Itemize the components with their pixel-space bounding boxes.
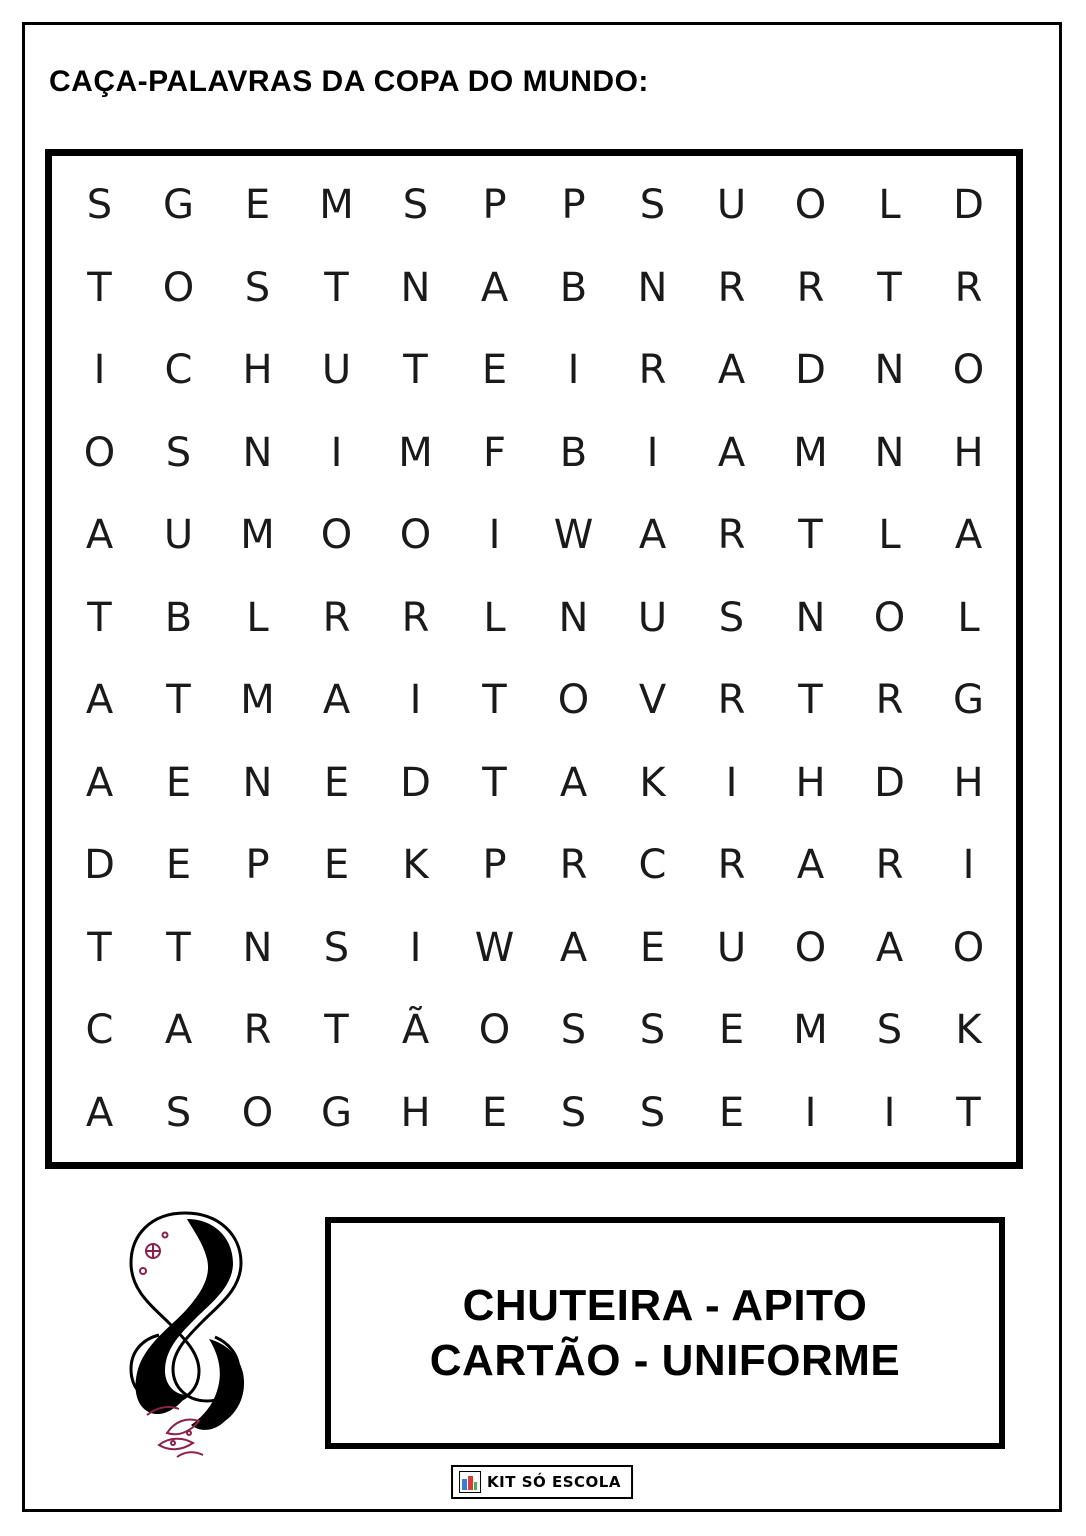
grid-letter[interactable]: S	[165, 1089, 192, 1136]
grid-letter[interactable]: M	[398, 429, 433, 476]
grid-letter[interactable]: O	[320, 512, 353, 559]
grid-letter[interactable]: L	[246, 594, 269, 641]
word-list-line-1: CHUTEIRA - APITO	[462, 1281, 868, 1330]
grid-letter[interactable]: H	[953, 759, 984, 806]
grid-letter[interactable]: T	[87, 264, 112, 311]
grid-letter[interactable]: R	[717, 264, 746, 311]
grid-letter[interactable]: T	[324, 1007, 349, 1054]
grid-letter[interactable]: G	[163, 182, 194, 229]
grid-letter[interactable]: A	[322, 677, 351, 724]
grid-letter[interactable]: I	[646, 429, 659, 476]
grid-letter[interactable]: H	[242, 347, 273, 394]
grid-letter[interactable]: R	[559, 842, 588, 889]
grid-letter[interactable]: A	[85, 1089, 114, 1136]
grid-letter[interactable]: N	[874, 429, 905, 476]
brand-logo-icon	[459, 1471, 481, 1493]
grid-letter[interactable]: R	[875, 677, 904, 724]
grid-letter[interactable]: N	[242, 429, 273, 476]
grid-letter[interactable]: L	[878, 182, 901, 229]
grid-letter[interactable]: R	[717, 677, 746, 724]
grid-letter[interactable]: B	[559, 264, 588, 311]
grid-letter[interactable]: A	[85, 677, 114, 724]
grid-letter[interactable]: A	[559, 924, 588, 971]
grid-letter[interactable]: S	[639, 1007, 666, 1054]
grid-letter[interactable]: H	[400, 1089, 431, 1136]
grid-letter[interactable]: U	[163, 512, 194, 559]
grid-letter[interactable]: S	[402, 182, 429, 229]
grid-letter[interactable]: R	[322, 594, 351, 641]
grid-letter[interactable]: E	[323, 759, 350, 806]
grid-letter[interactable]: W	[553, 512, 594, 559]
grid-letter[interactable]: A	[638, 512, 667, 559]
grid-letter[interactable]: T	[482, 759, 507, 806]
grid-letter[interactable]: O	[952, 924, 985, 971]
grid-letter[interactable]: T	[166, 677, 191, 724]
grid-letter[interactable]: B	[164, 594, 193, 641]
grid-letter[interactable]: A	[875, 924, 904, 971]
grid-letter[interactable]: R	[717, 842, 746, 889]
grid-letter[interactable]: R	[954, 264, 983, 311]
grid-letter[interactable]: S	[639, 182, 666, 229]
grid-letter[interactable]: C	[85, 1007, 114, 1054]
grid-letter[interactable]: T	[956, 1089, 981, 1136]
grid-letter[interactable]: R	[875, 842, 904, 889]
grid-letter[interactable]: A	[480, 264, 509, 311]
grid-letter[interactable]: G	[953, 677, 984, 724]
grid-letter[interactable]: H	[795, 759, 826, 806]
grid-letter[interactable]: F	[482, 429, 506, 476]
grid-letter[interactable]: N	[400, 264, 431, 311]
grid-letter[interactable]: S	[244, 264, 271, 311]
grid-letter[interactable]: K	[955, 1007, 982, 1054]
grid-letter[interactable]: R	[243, 1007, 272, 1054]
grid-letter[interactable]: N	[874, 347, 905, 394]
grid-letter[interactable]: E	[323, 842, 350, 889]
grid-letter[interactable]: A	[954, 512, 983, 559]
word-list-box	[325, 1217, 1005, 1449]
grid-letter[interactable]: P	[482, 842, 507, 889]
grid-letter[interactable]: A	[164, 1007, 193, 1054]
grid-letter[interactable]: I	[962, 842, 975, 889]
grid-letter[interactable]: O	[478, 1007, 511, 1054]
grid-letter[interactable]: C	[638, 842, 667, 889]
grid-letter[interactable]: A	[796, 842, 825, 889]
grid-letter[interactable]: P	[482, 182, 507, 229]
grid-letter[interactable]: O	[162, 264, 195, 311]
grid-letter[interactable]: I	[409, 677, 422, 724]
grid-letter[interactable]: E	[481, 347, 508, 394]
brand-footer	[451, 1465, 633, 1499]
grid-letter[interactable]: R	[638, 347, 667, 394]
grid-letter[interactable]: O	[83, 429, 116, 476]
grid-letter[interactable]: I	[883, 1089, 896, 1136]
grid-letter[interactable]: A	[559, 759, 588, 806]
grid-letter[interactable]: P	[245, 842, 270, 889]
grid-letter[interactable]: B	[559, 429, 588, 476]
grid-letter[interactable]: N	[242, 924, 273, 971]
grid-letter[interactable]: T	[798, 512, 823, 559]
grid-letter[interactable]: T	[798, 677, 823, 724]
grid-letter[interactable]: E	[718, 1007, 745, 1054]
grid-letter[interactable]: E	[639, 924, 666, 971]
grid-letter[interactable]: D	[953, 182, 984, 229]
grid-letter[interactable]: E	[244, 182, 271, 229]
grid-letter[interactable]: E	[481, 1089, 508, 1136]
grid-letter[interactable]: L	[878, 512, 901, 559]
grid-letter[interactable]: S	[165, 429, 192, 476]
grid-letter[interactable]: S	[560, 1089, 587, 1136]
grid-letter[interactable]: S	[639, 1089, 666, 1136]
grid-letter[interactable]: D	[84, 842, 115, 889]
grid-letter[interactable]: R	[796, 264, 825, 311]
grid-letter[interactable]: O	[952, 347, 985, 394]
grid-letter[interactable]: C	[164, 347, 193, 394]
word-search-grid[interactable]	[60, 164, 1008, 1154]
grid-letter[interactable]: O	[557, 677, 590, 724]
grid-letter[interactable]: M	[240, 512, 275, 559]
grid-letter[interactable]: S	[718, 594, 745, 641]
grid-letter[interactable]: M	[319, 182, 354, 229]
grid-letter[interactable]: U	[716, 924, 747, 971]
grid-letter[interactable]: D	[874, 759, 905, 806]
grid-letter[interactable]: A	[85, 759, 114, 806]
grid-letter[interactable]: K	[639, 759, 666, 806]
grid-letter[interactable]: N	[637, 264, 668, 311]
grid-letter[interactable]: E	[718, 1089, 745, 1136]
grid-letter[interactable]: L	[483, 594, 506, 641]
grid-letter[interactable]: A	[717, 347, 746, 394]
grid-letter[interactable]: S	[560, 1007, 587, 1054]
worksheet-page	[22, 22, 1062, 1512]
grid-letter[interactable]: R	[401, 594, 430, 641]
grid-letter[interactable]: O	[241, 1089, 274, 1136]
grid-letter[interactable]: I	[725, 759, 738, 806]
grid-letter[interactable]: T	[403, 347, 428, 394]
grid-letter[interactable]: I	[330, 429, 343, 476]
grid-letter[interactable]: L	[957, 594, 980, 641]
grid-letter[interactable]: M	[793, 1007, 828, 1054]
grid-letter[interactable]: O	[794, 924, 827, 971]
brand-name: KIT SÓ ESCOLA	[487, 1473, 621, 1491]
grid-letter[interactable]: S	[86, 182, 113, 229]
grid-letter[interactable]: U	[321, 347, 352, 394]
grid-letter[interactable]: O	[794, 182, 827, 229]
world-cup-emblem-icon	[107, 1205, 267, 1465]
grid-letter[interactable]: T	[87, 924, 112, 971]
grid-letter[interactable]: I	[488, 512, 501, 559]
grid-letter[interactable]: E	[165, 842, 192, 889]
grid-letter[interactable]: G	[321, 1089, 352, 1136]
grid-letter[interactable]: O	[873, 594, 906, 641]
grid-letter[interactable]: O	[399, 512, 432, 559]
grid-letter[interactable]: A	[85, 512, 114, 559]
grid-letter[interactable]: M	[793, 429, 828, 476]
grid-letter[interactable]: V	[638, 677, 667, 724]
grid-letter[interactable]: D	[795, 347, 826, 394]
grid-letter[interactable]: D	[400, 759, 431, 806]
grid-letter[interactable]: I	[567, 347, 580, 394]
grid-letter[interactable]: W	[474, 924, 515, 971]
grid-letter[interactable]: N	[242, 759, 273, 806]
grid-letter[interactable]: M	[240, 677, 275, 724]
grid-letter[interactable]: U	[716, 182, 747, 229]
grid-letter[interactable]: A	[717, 429, 746, 476]
grid-letter[interactable]: T	[166, 924, 191, 971]
grid-letter[interactable]: S	[876, 1007, 903, 1054]
grid-letter[interactable]: N	[795, 594, 826, 641]
grid-letter[interactable]: P	[561, 182, 586, 229]
grid-letter[interactable]: R	[717, 512, 746, 559]
grid-letter[interactable]: T	[324, 264, 349, 311]
word-search-grid-frame	[45, 149, 1023, 1169]
grid-letter[interactable]: S	[323, 924, 350, 971]
grid-letter[interactable]: I	[804, 1089, 817, 1136]
grid-letter[interactable]: I	[93, 347, 106, 394]
word-list-line-2: CARTÃO - UNIFORME	[429, 1336, 901, 1385]
grid-letter[interactable]: E	[165, 759, 192, 806]
grid-letter[interactable]: T	[87, 594, 112, 641]
grid-letter[interactable]: K	[402, 842, 429, 889]
grid-letter[interactable]: Ã	[401, 1007, 430, 1054]
grid-letter[interactable]: T	[877, 264, 902, 311]
grid-letter[interactable]: I	[409, 924, 422, 971]
page-title: CAÇA-PALAVRAS DA COPA DO MUNDO:	[49, 65, 649, 98]
grid-letter[interactable]: T	[482, 677, 507, 724]
grid-letter[interactable]: H	[953, 429, 984, 476]
grid-letter[interactable]: N	[558, 594, 589, 641]
grid-letter[interactable]: U	[637, 594, 668, 641]
